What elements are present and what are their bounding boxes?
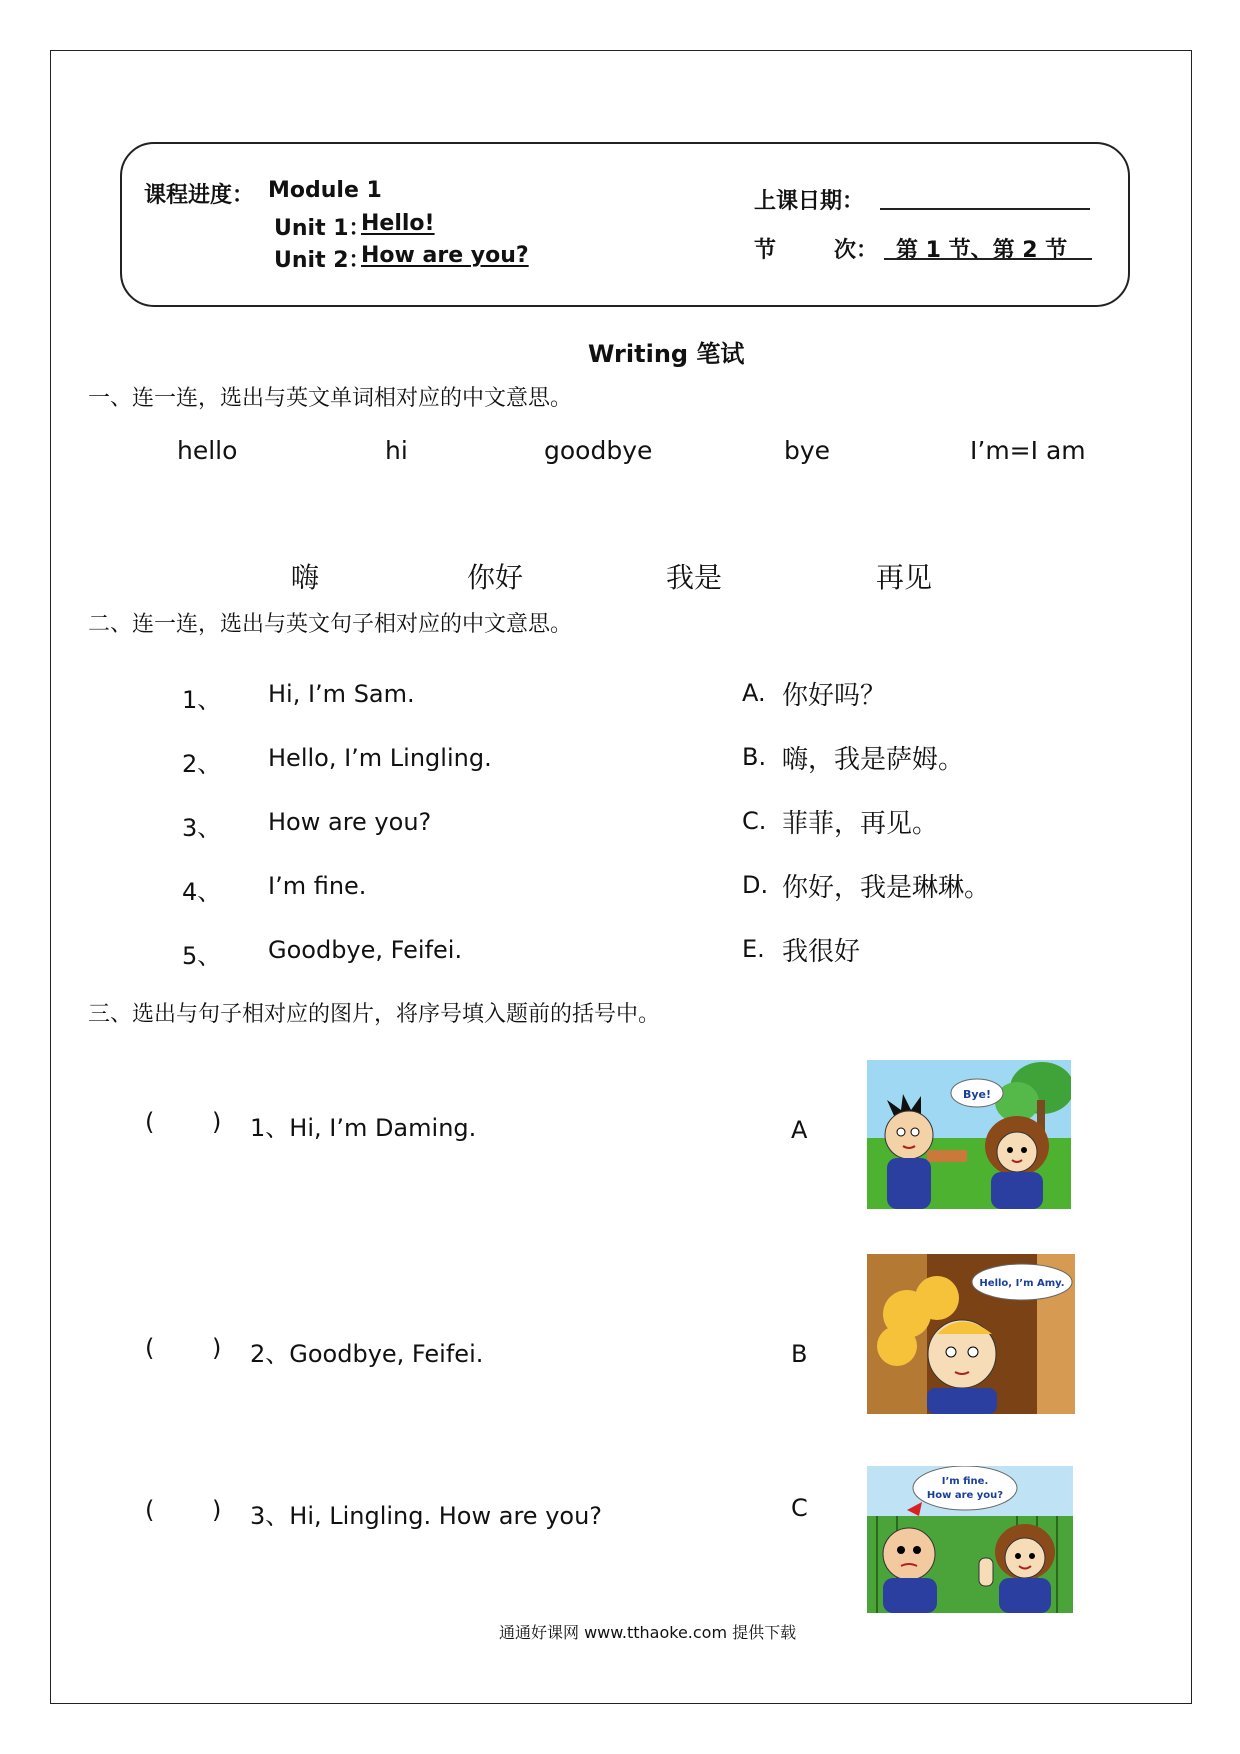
session-label-b: 次： [834, 238, 879, 263]
section3-title: 三、选出与句子相对应的图片，将序号填入题前的括号中。 [88, 1002, 661, 1027]
chinese-word: 我是 [666, 561, 723, 594]
session-underline [884, 258, 1092, 260]
speech-bubble-text: Bye! [962, 1088, 992, 1101]
answer-paren-open: ( [145, 1334, 155, 1362]
question-text: How are you? [268, 808, 432, 836]
cartoon-picture-c [867, 1466, 1073, 1613]
answer-paren-close: ) [212, 1496, 222, 1524]
answer-letter: D. [742, 871, 769, 899]
picture-option-letter: A [791, 1116, 808, 1144]
progress-label: 课程进度： [144, 183, 255, 208]
answer-letter: B. [742, 743, 767, 771]
match-sentence: 2、Goodbye, Feifei. [250, 1340, 484, 1368]
answer-text: 嗨，我是萨姆。 [782, 745, 965, 775]
date-label: 上课日期： [754, 189, 865, 214]
unit1-title: Hello! [361, 211, 435, 236]
unit1-label: Unit 1： [274, 216, 371, 241]
answer-text: 菲菲，再见。 [782, 809, 939, 839]
question-text: I’m fine. [268, 872, 367, 900]
question-number: 2、 [182, 750, 222, 778]
question-text: Hi, I’m Sam. [268, 680, 415, 708]
english-word: I’m=I am [970, 436, 1086, 465]
picture-option-letter: C [791, 1494, 808, 1522]
footer-text: 通通好课网 www.tthaoke.com 提供下载 [499, 1623, 797, 1642]
chinese-word: 再见 [876, 561, 933, 594]
date-blank-line [880, 208, 1090, 210]
course-info-box [120, 142, 1130, 307]
speech-bubble-text: I’m fine. [941, 1476, 989, 1487]
module-name: Module 1 [268, 178, 382, 203]
unit2-label: Unit 2： [274, 248, 371, 273]
question-text: Hello, I’m Lingling. [268, 744, 492, 772]
question-number: 4、 [182, 878, 222, 906]
english-word: goodbye [544, 436, 653, 465]
section1-title: 一、连一连，选出与英文单词相对应的中文意思。 [88, 386, 573, 411]
match-sentence: 3、Hi, Lingling. How are you? [250, 1502, 603, 1530]
speech-bubble-text: How are you? [926, 1490, 1004, 1501]
page-title: Writing 笔试 [588, 340, 745, 368]
picture-option-letter: B [791, 1340, 808, 1368]
english-word: bye [784, 436, 831, 465]
speech-bubble-text: Hello, I’m Amy. [979, 1278, 1065, 1289]
unit2-title: How are you? [361, 243, 529, 268]
answer-text: 你好吗？ [782, 681, 887, 711]
answer-letter: C. [742, 807, 767, 835]
session-value: 第 1 节、第 2 节 [896, 238, 1068, 263]
question-number: 5、 [182, 942, 222, 970]
chinese-word: 嗨 [291, 561, 320, 594]
cartoon-picture-a [867, 1060, 1071, 1209]
chinese-word: 你好 [467, 561, 524, 594]
answer-paren-close: ) [212, 1334, 222, 1362]
answer-paren-close: ) [212, 1108, 222, 1136]
section2-title: 二、连一连，选出与英文句子相对应的中文意思。 [88, 612, 573, 637]
question-text: Goodbye, Feifei. [268, 936, 463, 964]
match-sentence: 1、Hi, I’m Daming. [250, 1114, 477, 1142]
answer-letter: E. [742, 935, 765, 963]
english-word: hi [385, 436, 408, 465]
english-word: hello [177, 436, 238, 465]
cartoon-picture-b [867, 1254, 1075, 1414]
session-label-a: 节 [754, 238, 777, 263]
question-number: 3、 [182, 814, 222, 842]
answer-letter: A. [742, 679, 766, 707]
question-number: 1、 [182, 686, 222, 714]
answer-text: 你好，我是琳琳。 [782, 873, 991, 903]
answer-text: 我很好 [782, 937, 861, 967]
answer-paren-open: ( [145, 1108, 155, 1136]
answer-paren-open: ( [145, 1496, 155, 1524]
